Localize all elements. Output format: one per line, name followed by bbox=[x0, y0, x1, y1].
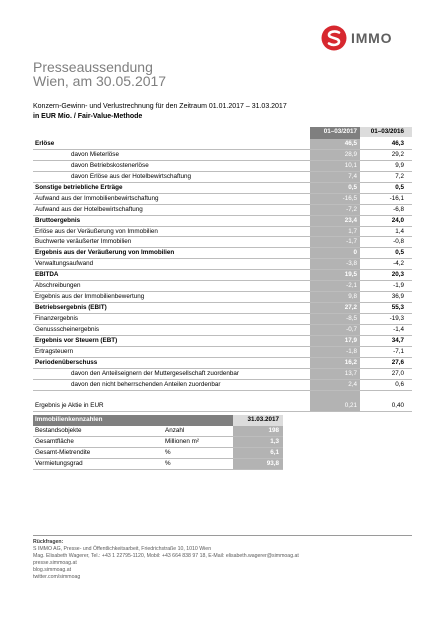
table-row bbox=[33, 139, 412, 150]
table-row bbox=[33, 380, 412, 391]
kpi-date: 31.03.2017 bbox=[233, 415, 283, 426]
value-2017: 0,5 bbox=[310, 183, 360, 193]
table-header-row bbox=[33, 127, 412, 139]
footer-title: Rückfragen: bbox=[33, 539, 64, 545]
row-label: Erlöse aus der Veräußerung von Immobilien bbox=[35, 227, 158, 235]
value-2017: 9,8 bbox=[310, 292, 360, 302]
footer-line: Mag. Elisabeth Wagerer, Tel.: +43 1 22795-1120, Mobil: +43 664 838 97 18, E-Mail: elisabeth.wagerer@simmoag.at bbox=[33, 552, 299, 559]
value-2016: -7,1 bbox=[393, 347, 404, 355]
kpi-label: Gesamtfläche bbox=[35, 437, 74, 445]
value-2016: 36,9 bbox=[391, 293, 404, 301]
table-row bbox=[33, 194, 412, 205]
value-2017: -16,5 bbox=[310, 194, 360, 204]
value-2017: -7,2 bbox=[310, 205, 360, 215]
row-label: davon den Anteilseignern der Muttergesellschaft zuordenbar bbox=[71, 369, 240, 377]
kpi-value: 93,8 bbox=[233, 459, 283, 469]
kpi-value: 198 bbox=[233, 426, 283, 436]
row-label: davon Erlöse aus der Hotelbewirtschaftung bbox=[71, 172, 192, 180]
value-2016: -1,9 bbox=[393, 282, 404, 290]
value-2016: 0,6 bbox=[395, 380, 404, 388]
kpi-value: 1,3 bbox=[233, 437, 283, 447]
value-2016: -6,8 bbox=[393, 205, 404, 213]
value-2016: -16,1 bbox=[389, 194, 404, 202]
kpi-row bbox=[33, 459, 283, 470]
value-2017: 27,2 bbox=[310, 303, 360, 313]
row-label: davon Mieterlöse bbox=[71, 150, 119, 158]
table-row bbox=[33, 347, 412, 358]
row-label: Bruttoergebnis bbox=[35, 216, 81, 224]
page-subtitle: Wien, am 30.05.2017 bbox=[33, 73, 167, 89]
kpi-unit: Millionen m² bbox=[165, 437, 199, 445]
value-2016: 34,7 bbox=[391, 336, 404, 344]
value-2016: -0,8 bbox=[393, 238, 404, 246]
row-label: Erlöse bbox=[35, 140, 55, 147]
value-2017: 17,9 bbox=[310, 336, 360, 346]
footer-line: twitter.com/simmoag bbox=[33, 573, 81, 580]
table-row bbox=[33, 227, 412, 238]
footer-contact bbox=[33, 539, 299, 580]
value-2016: 20,3 bbox=[391, 271, 404, 279]
value-2016: 1,4 bbox=[395, 227, 404, 235]
simmo-logo-icon bbox=[321, 25, 347, 51]
value-2017: -0,7 bbox=[310, 325, 360, 335]
row-label: Ertragsteuern bbox=[35, 347, 74, 355]
row-label: Abschreibungen bbox=[35, 282, 81, 290]
table-row bbox=[33, 325, 412, 336]
kpi-row bbox=[33, 426, 283, 437]
table-row bbox=[33, 292, 412, 303]
row-label: Betriebsergebnis (EBIT) bbox=[35, 304, 107, 312]
table-row bbox=[33, 248, 412, 259]
table-row bbox=[33, 172, 412, 183]
table-row bbox=[33, 270, 412, 281]
value-2016: 0,5 bbox=[395, 183, 404, 191]
value-2017: -3,8 bbox=[310, 259, 360, 269]
footer-line: S IMMO AG, Presse- und Öffentlichkeitsarbeit, Friedrichstraße 10, 1010 Wien bbox=[33, 545, 212, 552]
kpi-row bbox=[33, 448, 283, 459]
value-2016: 27,0 bbox=[391, 369, 404, 377]
kpi-label: Vermietungsgrad bbox=[35, 459, 83, 467]
value-2016: 0,5 bbox=[395, 249, 404, 257]
value-2017: 46,5 bbox=[310, 139, 360, 149]
footer-divider bbox=[33, 535, 412, 536]
table-row bbox=[33, 205, 412, 216]
eps-2017: 0,21 bbox=[310, 401, 360, 411]
value-2016: 55,3 bbox=[391, 304, 404, 312]
value-2017: 1,7 bbox=[310, 227, 360, 237]
eps-2016: 0,40 bbox=[391, 401, 404, 409]
table-row bbox=[33, 216, 412, 227]
value-2017: 7,4 bbox=[310, 172, 360, 182]
value-2017: 0 bbox=[310, 248, 360, 258]
footer-line: blog.simmoag.at bbox=[33, 566, 72, 573]
value-2017: -8,5 bbox=[310, 314, 360, 324]
table-row bbox=[33, 259, 412, 270]
row-label: davon Betriebskostenerlöse bbox=[71, 161, 149, 169]
kpi-unit: Anzahl bbox=[165, 426, 185, 434]
value-2017: 28,9 bbox=[310, 150, 360, 160]
row-label: Aufwand aus der Hotelbewirtschaftung bbox=[35, 205, 143, 213]
value-2017: 23,4 bbox=[310, 216, 360, 226]
row-label: Ergebnis vor Steuern (EBT) bbox=[35, 336, 118, 344]
row-label: Finanzergebnis bbox=[35, 315, 79, 322]
kpi-row bbox=[33, 437, 283, 448]
column-fill bbox=[310, 391, 360, 401]
table-row bbox=[33, 161, 412, 172]
value-2017: 10,1 bbox=[310, 161, 360, 171]
row-label: Ergebnis aus der Immobilienbewertung bbox=[35, 293, 145, 301]
page-title: Presseaussendung bbox=[33, 59, 153, 75]
report-heading: Konzern-Gewinn- und Verlustrechnung für den Zeitraum 01.01.2017 – 31.03.2017 bbox=[33, 103, 287, 110]
kpi-unit: % bbox=[165, 459, 171, 467]
table-row bbox=[33, 183, 412, 194]
table-spacer bbox=[33, 391, 412, 401]
simmo-logo bbox=[321, 25, 421, 51]
value-2017: 16,2 bbox=[310, 358, 360, 368]
table-row bbox=[33, 314, 412, 325]
row-label: Sonstige betriebliche Erträge bbox=[35, 183, 123, 191]
column-header-2016: 01–03/2016 bbox=[360, 127, 412, 137]
kpi-label: Bestandsobjekte bbox=[35, 426, 82, 434]
row-label: Periodenüberschuss bbox=[35, 358, 98, 366]
value-2016: -1,4 bbox=[393, 325, 404, 333]
table-row bbox=[33, 336, 412, 347]
value-2016: 24,0 bbox=[391, 216, 404, 224]
value-2017: 2,4 bbox=[310, 380, 360, 390]
table-row bbox=[33, 281, 412, 292]
kpi-label: Gesamt-Mietrendite bbox=[35, 448, 91, 456]
kpi-unit: % bbox=[165, 448, 171, 456]
row-label: Ergebnis aus der Veräußerung von Immobilien bbox=[35, 249, 175, 257]
value-2016: 46,3 bbox=[391, 140, 404, 147]
value-2017: -2,1 bbox=[310, 281, 360, 291]
kpi-header-row bbox=[33, 415, 283, 426]
table-row bbox=[33, 358, 412, 369]
row-label: Buchwerte veräußerter Immobilien bbox=[35, 238, 132, 246]
value-2017: -1,8 bbox=[310, 347, 360, 357]
row-label: Aufwand aus der Immobilienbewirtschaftung bbox=[35, 194, 159, 202]
row-label: EBITDA bbox=[35, 271, 59, 279]
brand-name: IMMO bbox=[351, 30, 393, 46]
report-subheading: in EUR Mio. / Fair-Value-Methode bbox=[33, 113, 143, 120]
value-2016: 9,9 bbox=[395, 161, 404, 169]
table-row bbox=[33, 150, 412, 161]
column-header-2017: 01–03/2017 bbox=[310, 127, 360, 139]
row-label: Verwaltungsaufwand bbox=[35, 260, 94, 268]
row-label: Genussscheinergebnis bbox=[35, 325, 100, 333]
value-2017: -1,7 bbox=[310, 237, 360, 247]
table-row bbox=[33, 237, 412, 248]
property-kpi-table bbox=[33, 415, 283, 470]
value-2017: 19,5 bbox=[310, 270, 360, 280]
value-2016: 29,2 bbox=[391, 150, 404, 158]
eps-label: Ergebnis je Aktie in EUR bbox=[35, 401, 104, 409]
table-row bbox=[33, 369, 412, 380]
value-2016: -4,2 bbox=[393, 260, 404, 268]
table-row bbox=[33, 303, 412, 314]
income-statement-table bbox=[33, 127, 412, 412]
value-2016: -19,3 bbox=[389, 315, 404, 322]
value-2016: 7,2 bbox=[395, 172, 404, 180]
eps-row bbox=[33, 401, 412, 412]
value-2016: 27,6 bbox=[391, 358, 404, 366]
kpi-value: 6,1 bbox=[233, 448, 283, 458]
footer-line: presse.simmoag.at bbox=[33, 559, 77, 566]
value-2017: 13,7 bbox=[310, 369, 360, 379]
kpi-title: Immobilienkennzahlen bbox=[35, 416, 103, 423]
row-label: davon den nicht beherrschenden Anteilen zuordenbar bbox=[71, 380, 221, 388]
